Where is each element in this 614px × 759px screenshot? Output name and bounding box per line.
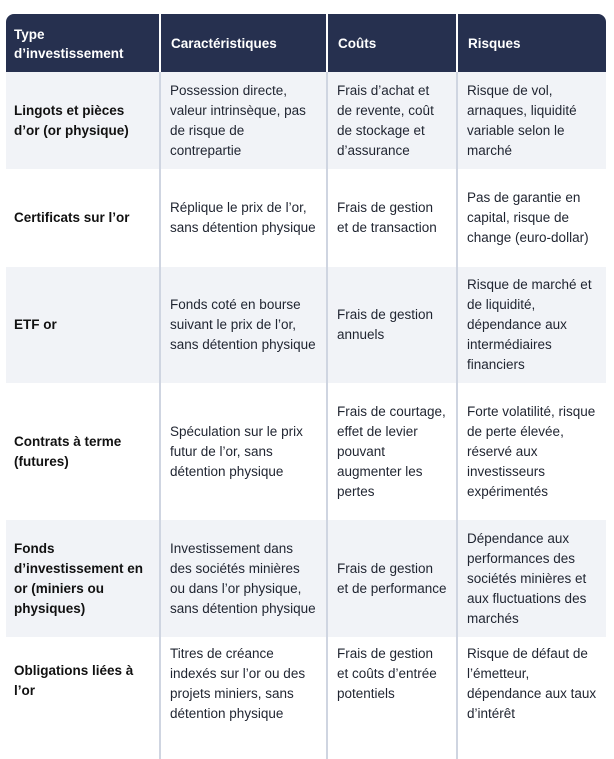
table-row xyxy=(6,169,606,267)
table-row xyxy=(6,383,606,520)
row-couts-cell: Frais d’achat et de revente, coût de stockage et d’assurance xyxy=(327,72,457,169)
row-couts-cell: Frais de gestion et de performance xyxy=(327,520,457,637)
row-couts-cell: Frais de courtage, effet de levier pouvant augmenter les pertes xyxy=(327,383,457,520)
table-row xyxy=(6,520,606,637)
row-type-cell: Certificats sur l’or xyxy=(6,169,160,267)
header-couts: Coûts xyxy=(327,14,457,72)
row-caracteristiques-cell: Réplique le prix de l’or, sans détention physique xyxy=(160,169,327,267)
row-caracteristiques-cell: Spéculation sur le prix futur de l’or, sans détention physique xyxy=(160,383,327,520)
row-risques-cell: Risque de marché et de liquidité, dépendance aux intermédiaires financiers xyxy=(457,267,606,383)
row-type-cell: Obligations liées à l’or xyxy=(6,637,160,759)
row-type-cell: Fonds d’investissement en or (miniers ou physiques) xyxy=(6,520,160,637)
row-caracteristiques-cell: Titres de créance indexés sur l’or ou des projets miniers, sans détention physique xyxy=(160,637,327,759)
row-risques-cell: Risque de défaut de l’émetteur, dépendance aux taux d’intérêt xyxy=(457,637,606,759)
row-risques-cell: Forte volatilité, risque de perte élevée, réservé aux investisseurs expérimentés xyxy=(457,383,606,520)
row-couts-cell: Frais de gestion et coûts d’entrée potentiels xyxy=(327,637,457,759)
table-header xyxy=(6,14,606,72)
row-caracteristiques-cell: Fonds coté en bourse suivant le prix de l’or, sans détention physique xyxy=(160,267,327,383)
gold-investment-table-wrapper xyxy=(6,14,606,759)
header-type: Type d’investissement xyxy=(6,14,160,72)
row-risques-cell: Pas de garantie en capital, risque de change (euro-dollar) xyxy=(457,169,606,267)
row-caracteristiques-cell: Investissement dans des sociétés minières ou dans l’or physique, sans détention physique xyxy=(160,520,327,637)
row-couts-cell: Frais de gestion et de transaction xyxy=(327,169,457,267)
row-type-cell: Contrats à terme (futures) xyxy=(6,383,160,520)
row-risques-cell: Risque de vol, arnaques, liquidité variable selon le marché xyxy=(457,72,606,169)
table-body xyxy=(6,72,606,759)
header-row xyxy=(6,14,606,72)
row-risques-cell: Dépendance aux performances des sociétés minières et aux fluctuations des marchés xyxy=(457,520,606,637)
table-row xyxy=(6,267,606,383)
row-type-cell: ETF or xyxy=(6,267,160,383)
gold-investment-table xyxy=(6,14,606,759)
row-type-cell: Lingots et pièces d’or (or physique) xyxy=(6,72,160,169)
table-row xyxy=(6,637,606,759)
row-couts-cell: Frais de gestion annuels xyxy=(327,267,457,383)
header-caracteristiques: Caractéristiques xyxy=(160,14,327,72)
header-risques: Risques xyxy=(457,14,606,72)
table-row xyxy=(6,72,606,169)
row-caracteristiques-cell: Possession directe, valeur intrinsèque, pas de risque de contrepartie xyxy=(160,72,327,169)
